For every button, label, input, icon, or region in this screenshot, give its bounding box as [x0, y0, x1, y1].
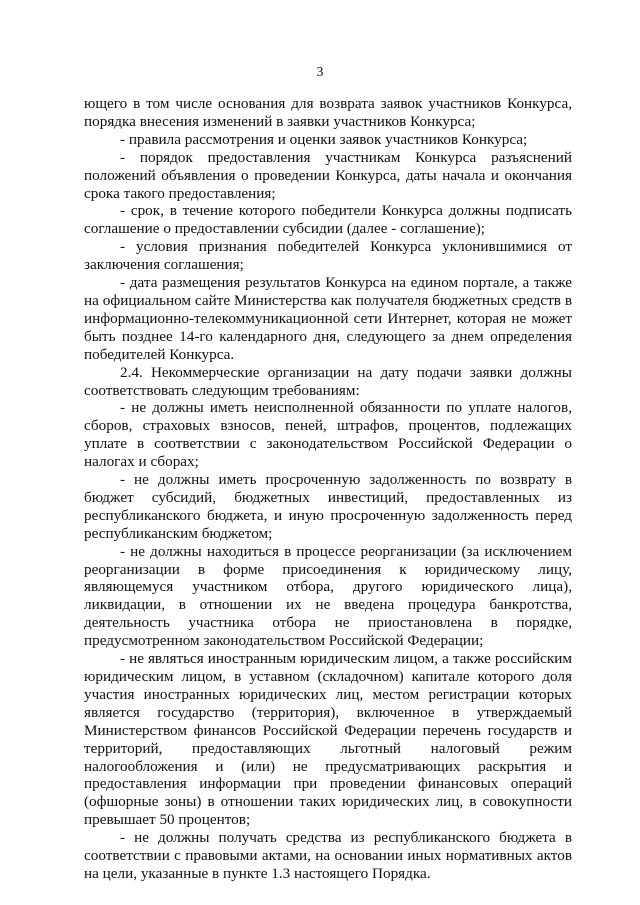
- page-number: 3: [316, 65, 324, 80]
- list-item-clarifications: - порядок предоставления участникам Конкурса разъяснений положений объявления о проведении Конкурса, даты начала и окончания срока такого предоставления;: [84, 148, 572, 202]
- list-item-agreement-deadline: - срок, в течение которого победители Конкурса должны подписать соглашение о предоставлении субсидии (далее - соглашение);: [84, 202, 572, 238]
- list-item-evasion-conditions: - условия признания победителей Конкурса уклонившимися от заключения соглашения;: [84, 238, 572, 274]
- list-item-review-rules: - правила рассмотрения и оценки заявок участников Конкурса;: [120, 130, 528, 148]
- requirement-no-reorganization: - не должны находиться в процессе реорганизации (за исключением реорганизации в форме присоединения к юридическому лицу, являющемуся участником отбора, другого юридического лица), ликвидации, в отношении их не введена процедура банкротства, деятельность участника отбора не приостановлена в порядке, предусмотренном законодательством Российской Федерации;: [84, 542, 572, 650]
- requirement-no-budget-debt: - не должны иметь просроченную задолженность по возврату в бюджет субсидий, бюджетных инвестиций, предоставленных из республиканского бюджета, и иную просроченную задолженность перед республиканским бюджетом;: [84, 471, 572, 542]
- requirement-not-foreign-entity: - не являться иностранным юридическим лицом, а также российским юридическим лицом, в уставном (складочном) капитале которого доля участия иностранных юридических лиц, местом регистрации которых является государство (территория), включенное в утверждаемый Министерством финансов Российской Федерации перечень государств и территорий, предоставляющих льготный налоговый режим налогообложения и (или) не предусматривающих раскрытия и предоставления информации при проведении финансовых операций (офшорные зоны) в отношении таких юридических лиц, в совокупности превышает 50 процентов;: [84, 650, 572, 829]
- requirement-no-tax-debt: - не должны иметь неисполненной обязанности по уплате налогов, сборов, страховых взносов, пеней, штрафов, процентов, подлежащих уплате в соответствии с законодательством Российской Федерации о налогах и сборах;: [84, 399, 572, 471]
- document-body: [84, 95, 572, 883]
- requirement-no-other-funding: - не должны получать средства из республиканского бюджета в соответствии с правовыми актами, на основании иных нормативных актов на цели, указанные в пункте 1.3 настоящего Порядка.: [84, 829, 572, 882]
- paragraph-continuation: ющего в том числе основания для возврата заявок участников Конкурса, порядка внесения изменений в заявки участников Конкурса;: [84, 95, 572, 130]
- section-2-4-heading: 2.4. Некоммерческие организации на дату подачи заявки должны соответствовать следующим требованиям:: [84, 363, 572, 399]
- list-item-results-publication: - дата размещения результатов Конкурса на едином портале, а также на официальном сайте Министерства как получателя бюджетных средств в информационно-телекоммуникационной сети Интернет, которая не может быть позднее 14-го календарного дня, следующего за днем определения победителей Конкурса.: [84, 274, 572, 363]
